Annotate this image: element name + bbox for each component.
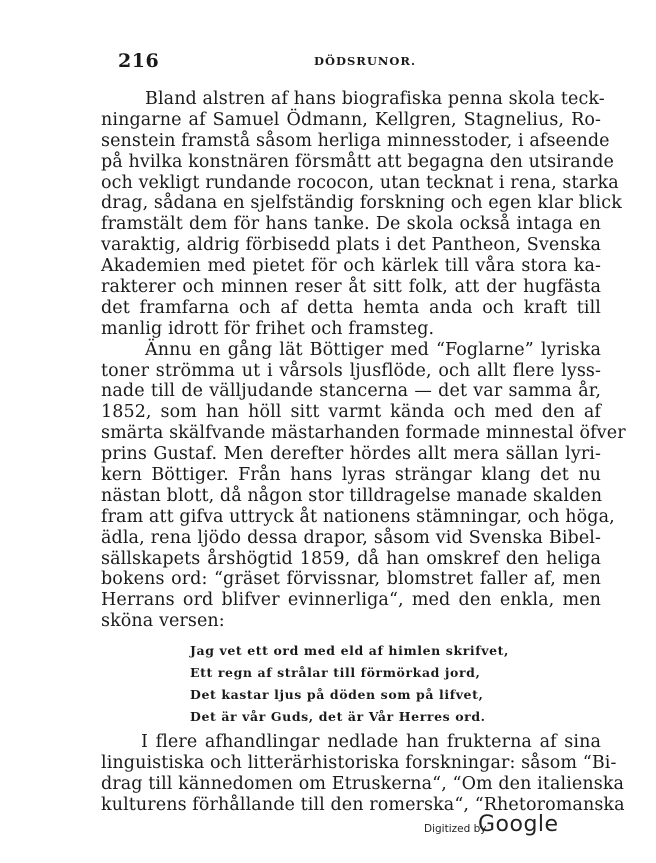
body-text [101, 89, 626, 632]
text-line: på hvilka konstnären försmått att begagna den utsirande [101, 151, 614, 172]
text-line: kern Böttiger. Från hans lyras strängar klang det nu [101, 465, 601, 486]
text-line: toner strömma ut i vårsols ljusflöde, och allt flere lyss- [101, 360, 601, 381]
verse-block [190, 640, 530, 728]
text-line: Bland alstren af hans biografiska penna skola teck- [145, 89, 605, 109]
text-line: drag, sådana en sjelfständig forskning och egen klar blick [101, 193, 622, 214]
text-line: Akademien med pietet för och kärlek till våra stora ka- [101, 256, 601, 277]
text-line: ädla, rena ljödo dessa drapor, såsom vid Svenska Bibel- [101, 527, 601, 548]
text-line: I flere afhandlingar nedlade han frukterna af sina [141, 732, 601, 752]
text-line: 1852, som han höll sitt varmt kända och med den af [101, 402, 601, 423]
google-logo: Google [478, 812, 559, 837]
text-line: bokens ord: “gräset förvissnar, blomstret faller af, men [101, 569, 601, 590]
text-line: kulturens förhållande till den romerska“, “Rhetoromanska [101, 794, 625, 815]
text-line: och vekligt rundande rococon, utan tecknat i rena, starka [101, 172, 619, 193]
text-line: framstält dem för hans tanke. De skola också intaga en [101, 214, 601, 235]
text-line: rakterer och minnen reser åt sitt folk, att der hugfästa [101, 277, 601, 298]
text-line: drag till kännedomen om Etruskerna“, “Om den italienska [101, 773, 625, 794]
text-line: varaktig, aldrig förbisedd plats i det Pantheon, Svenska [101, 235, 601, 256]
text-line: sköna versen: [101, 611, 225, 632]
running-title: DÖDSRUNOR. [314, 54, 416, 68]
page-number: 216 [118, 50, 160, 72]
text-line: ningarne af Samuel Ödmann, Kellgren, Stagnelius, Ro- [101, 109, 601, 130]
text-line: fram att gifva uttryck åt nationens stämningar, och höga, [101, 506, 615, 527]
verse-line: Ett regn af strålar till förmörkad jord, [190, 665, 481, 680]
watermark-prefix: Digitized by [424, 823, 487, 835]
text-line: sällskapets årshögtid 1859, då han omskref den heliga [101, 548, 601, 569]
text-line: manlig idrott för frihet och framsteg. [101, 318, 435, 339]
verse-line: Jag vet ett ord med eld af himlen skrifvet, [190, 643, 509, 658]
text-line: smärta skälfvande mästarhanden formade minnestal öfver [101, 423, 626, 444]
text-line: nade till de välljudande stancerna — det var samma år, [101, 381, 601, 402]
digitized-by-google-watermark [412, 812, 572, 842]
text-line: det framfarna och af detta hemta anda och kraft till [101, 297, 601, 318]
text-line: Herrans ord blifver evinnerliga“, med den enkla, men [101, 590, 601, 611]
verse-line: Det är vår Guds, det är Vår Herres ord. [190, 709, 486, 724]
text-line: Ännu en gång lät Böttiger med “Foglarne” lyriska [145, 339, 601, 360]
page-header [0, 50, 656, 76]
text-line: nästan blott, då någon stor tilldragelse manade skalden [101, 485, 603, 506]
text-line: prins Gustaf. Men derefter hördes allt mera sällan lyri- [101, 444, 601, 465]
text-line: linguistiska och litterärhistoriska forskningar: såsom “Bi- [101, 752, 617, 773]
body-text-continued [101, 732, 625, 816]
verse-line: Det kastar ljus på döden som på lifvet, [190, 687, 484, 702]
text-line: senstein framstå såsom herliga minnesstoder, i afseende [101, 130, 610, 151]
